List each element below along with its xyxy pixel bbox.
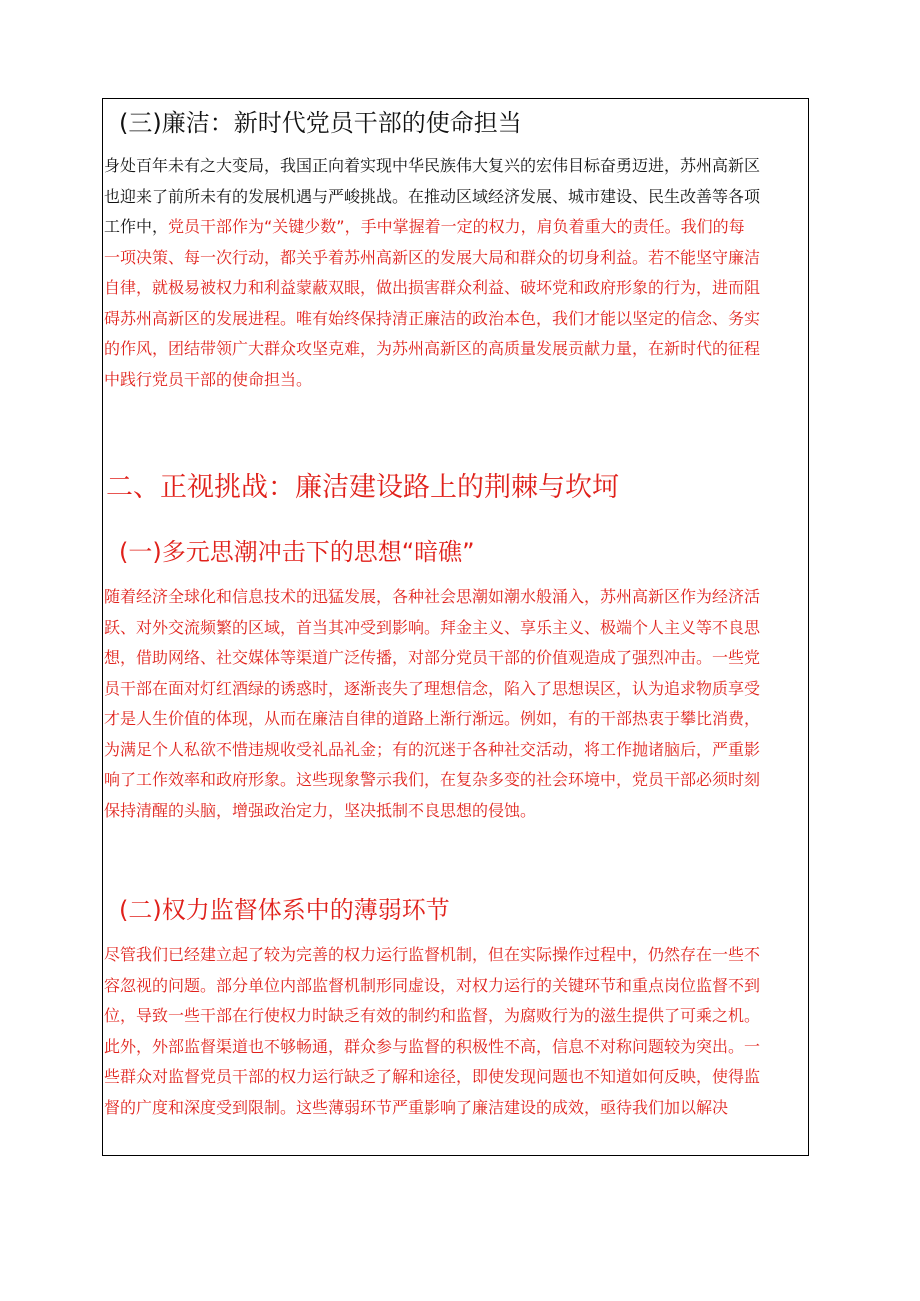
paragraph-integrity-mission <box>104 151 814 395</box>
text-line: 碍苏州高新区的发展进程。唯有始终保持清正廉洁的政治本色，我们才能以坚定的信念、务实 <box>104 308 761 328</box>
text-line: 也迎来了前所未有的发展机遇与严峻挑战。在推动区域经济发展、城市建设、民生改善等各项 <box>104 186 761 206</box>
text-line: 想，借助网络、社交媒体等渠道广泛传播，对部分党员干部的价值观造成了强烈冲击。一些党 <box>104 648 761 667</box>
text-line-start: 工作中， <box>104 217 169 236</box>
text-line: 尽管我们已经建立起了较为完善的权力运行监督机制，但在实际操作过程中，仍然存在一些不 <box>104 945 761 964</box>
text-line: 随着经济全球化和信息技术的迅猛发展，各种社会思潮如潮水般涌入，苏州高新区作为经济活 <box>104 587 761 606</box>
text-line: 容忽视的问题。部分单位内部监督机制形同虚设，对权力运行的关键环节和重点岗位监督不到 <box>104 975 761 995</box>
text-line: 此外，外部监督渠道也不够畅通，群众参与监督的积极性不高，信息不对称问题较为突出。一 <box>104 1036 761 1056</box>
paragraph-ideological-reefs <box>104 582 814 826</box>
section-heading-ideological-reefs: (一)多元思潮冲击下的思想“暗礁” <box>119 538 475 566</box>
chapter-heading-face-challenges: 二、正视挑战：廉洁建设路上的荆棘与坎坷 <box>106 472 619 503</box>
text-line: 的作风，团结带领广大群众攻坚克难，为苏州高新区的高质量发展贡献力量，在新时代的征程 <box>104 339 761 358</box>
text-line: 中践行党员干部的使命担当。 <box>104 369 313 389</box>
text-line: 保持清醒的头脑，增强政治定力，坚决抵制不良思想的侵蚀。 <box>104 800 537 820</box>
text-line: 身处百年未有之大变局，我国正向着实现中华民族伟大复兴的宏伟目标奋勇迈进，苏州高新区 <box>104 156 761 175</box>
text-line: 为满足个人私欲不惜违规收受礼品礼金；有的沉迷于各种社交活动，将工作抛诸脑后，严重影 <box>104 739 761 759</box>
text-line-highlight: 党员干部作为“关键少数”，手中掌握着一定的权力，肩负着重大的责任。我们的每 <box>168 217 745 236</box>
text-line <box>104 212 814 243</box>
text-line: 督的广度和深度受到限制。这些薄弱环节严重影响了廉洁建设的成效，亟待我们加以解决 <box>104 1097 729 1117</box>
section-heading-supervision-weakness: (二)权力监督体系中的薄弱环节 <box>119 896 450 924</box>
text-line: 员干部在面对灯红酒绿的诱惑时，逐渐丧失了理想信念，陷入了思想误区，认为追求物质享受 <box>104 678 761 698</box>
paragraph-supervision-weakness <box>104 940 814 1123</box>
text-line: 位，导致一些干部在行使权力时缺乏有效的制约和监督，为腐败行为的滋生提供了可乘之机。 <box>104 1006 761 1025</box>
text-line: 跃、对外交流频繁的区域，首当其冲受到影响。拜金主义、享乐主义、极端个人主义等不良思 <box>104 617 761 637</box>
text-line: 才是人生价值的体现，从而在廉洁自律的道路上渐行渐远。例如，有的干部热衷于攀比消费， <box>104 709 761 728</box>
text-line: 些群众对监督党员干部的权力运行缺乏了解和途径，即使发现问题也不知道如何反映，使得监 <box>104 1067 761 1086</box>
text-line: 一项决策、每一次行动，都关乎着苏州高新区的发展大局和群众的切身利益。若不能坚守廉洁 <box>104 247 761 267</box>
text-line: 响了工作效率和政府形象。这些现象警示我们，在复杂多变的社会环境中，党员干部必须时刻 <box>104 770 761 789</box>
text-line: 自律，就极易被权力和利益蒙蔽双眼，做出损害群众利益、破坏党和政府形象的行为，进而阻 <box>104 278 761 297</box>
section-heading-integrity-mission: (三)廉洁：新时代党员干部的使命担当 <box>119 109 522 137</box>
